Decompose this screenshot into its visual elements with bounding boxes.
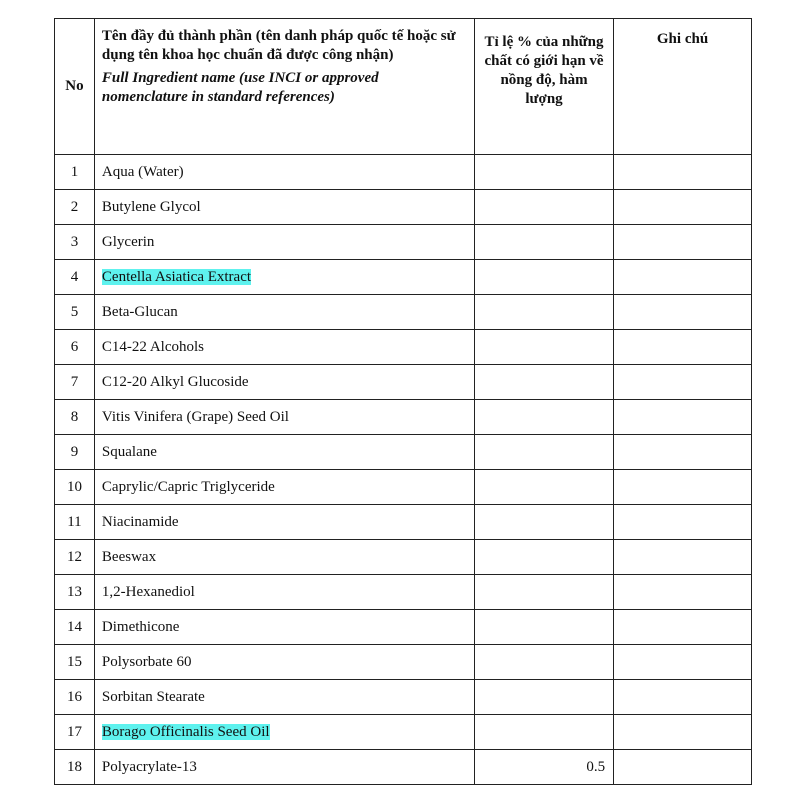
row-note: [614, 715, 752, 750]
row-ingredient: [94, 715, 474, 750]
table-row: [55, 260, 752, 295]
ingredient-name: Sorbitan Stearate: [101, 688, 205, 705]
ingredient-name: Beta-Glucan: [101, 303, 178, 320]
row-note: [614, 295, 752, 330]
row-percent: [474, 365, 613, 400]
header-name-en: Full Ingredient name (use INCI or approved nomenclature in standard references): [101, 70, 379, 105]
row-percent: [474, 295, 613, 330]
ingredient-name: C14-22 Alcohols: [101, 338, 205, 355]
row-no: 11: [55, 505, 95, 540]
row-percent: [474, 680, 613, 715]
ingredient-name: Caprylic/Capric Triglyceride: [101, 478, 275, 495]
row-percent: [474, 330, 613, 365]
row-percent: [474, 190, 613, 225]
row-ingredient: [94, 225, 474, 260]
ingredient-name: 1,2-Hexanediol: [101, 583, 195, 600]
header-no: No: [55, 19, 95, 155]
row-ingredient: [94, 155, 474, 190]
table-row: [55, 190, 752, 225]
row-note: [614, 225, 752, 260]
table-row: [55, 155, 752, 190]
row-percent: [474, 575, 613, 610]
table-row: [55, 680, 752, 715]
row-no: 13: [55, 575, 95, 610]
row-percent: [474, 645, 613, 680]
row-note: [614, 540, 752, 575]
row-no: 3: [55, 225, 95, 260]
row-note: [614, 365, 752, 400]
ingredient-name: Squalane: [101, 443, 157, 460]
row-no: 15: [55, 645, 95, 680]
ingredient-name: Beeswax: [101, 548, 157, 565]
row-percent: [474, 715, 613, 750]
row-note: [614, 505, 752, 540]
row-ingredient: [94, 470, 474, 505]
row-percent: [474, 225, 613, 260]
row-note: [614, 155, 752, 190]
row-no: 18: [55, 750, 95, 785]
row-no: 5: [55, 295, 95, 330]
header-name-vi: Tên đầy đủ thành phần (tên danh pháp quốc tế hoặc sử dụng tên khoa học chuẩn đã được công nhận): [101, 28, 456, 63]
row-percent: [474, 400, 613, 435]
row-ingredient: [94, 680, 474, 715]
row-no: 17: [55, 715, 95, 750]
row-no: 12: [55, 540, 95, 575]
row-ingredient: [94, 295, 474, 330]
row-ingredient: [94, 365, 474, 400]
row-ingredient: [94, 575, 474, 610]
ingredient-name: Centella Asiatica Extract: [101, 268, 252, 285]
row-percent: [474, 610, 613, 645]
row-note: [614, 610, 752, 645]
row-percent: [474, 505, 613, 540]
row-note: [614, 330, 752, 365]
table-row: [55, 400, 752, 435]
row-no: 14: [55, 610, 95, 645]
ingredient-name: C12-20 Alkyl Glucoside: [101, 373, 249, 390]
ingredient-name: Butylene Glycol: [101, 198, 201, 215]
table-row: [55, 470, 752, 505]
ingredient-name: Niacinamide: [101, 513, 179, 530]
ingredient-name: Dimethicone: [101, 618, 180, 635]
row-no: 4: [55, 260, 95, 295]
table-row: [55, 365, 752, 400]
table-row: [55, 225, 752, 260]
header-note: Ghi chú: [614, 19, 752, 155]
row-percent: 0.5: [474, 750, 613, 785]
table-row: [55, 505, 752, 540]
row-note: [614, 645, 752, 680]
ingredient-name: Borago Officinalis Seed Oil: [101, 723, 270, 740]
ingredient-name: Aqua (Water): [101, 163, 184, 180]
row-note: [614, 470, 752, 505]
row-note: [614, 435, 752, 470]
table-row: [55, 435, 752, 470]
row-no: 9: [55, 435, 95, 470]
table-row: [55, 715, 752, 750]
row-ingredient: [94, 645, 474, 680]
row-note: [614, 575, 752, 610]
row-note: [614, 750, 752, 785]
row-ingredient: [94, 330, 474, 365]
row-no: 16: [55, 680, 95, 715]
row-ingredient: [94, 610, 474, 645]
header-percent: Tỉ lệ % của những chất có giới hạn về nồng độ, hàm lượng: [474, 19, 613, 155]
row-no: 7: [55, 365, 95, 400]
row-no: 1: [55, 155, 95, 190]
row-ingredient: [94, 505, 474, 540]
table-row: [55, 750, 752, 785]
row-percent: [474, 540, 613, 575]
ingredient-table: [54, 18, 752, 785]
table-row: [55, 330, 752, 365]
row-note: [614, 190, 752, 225]
row-ingredient: [94, 540, 474, 575]
row-note: [614, 680, 752, 715]
ingredient-name: Vitis Vinifera (Grape) Seed Oil: [101, 408, 289, 425]
row-ingredient: [94, 435, 474, 470]
table-row: [55, 575, 752, 610]
table-header-row: [55, 19, 752, 155]
ingredient-name: Polysorbate 60: [101, 653, 192, 670]
row-percent: [474, 260, 613, 295]
row-ingredient: [94, 400, 474, 435]
row-no: 2: [55, 190, 95, 225]
row-ingredient: [94, 750, 474, 785]
ingredient-name: Glycerin: [101, 233, 155, 250]
row-percent: [474, 470, 613, 505]
row-ingredient: [94, 190, 474, 225]
table-row: [55, 295, 752, 330]
table-row: [55, 610, 752, 645]
row-no: 8: [55, 400, 95, 435]
row-percent: [474, 155, 613, 190]
row-percent: [474, 435, 613, 470]
table-row: [55, 645, 752, 680]
row-note: [614, 260, 752, 295]
row-no: 6: [55, 330, 95, 365]
header-name: [94, 19, 474, 155]
table-row: [55, 540, 752, 575]
row-note: [614, 400, 752, 435]
row-no: 10: [55, 470, 95, 505]
ingredient-name: Polyacrylate-13: [101, 758, 197, 775]
row-ingredient: [94, 260, 474, 295]
